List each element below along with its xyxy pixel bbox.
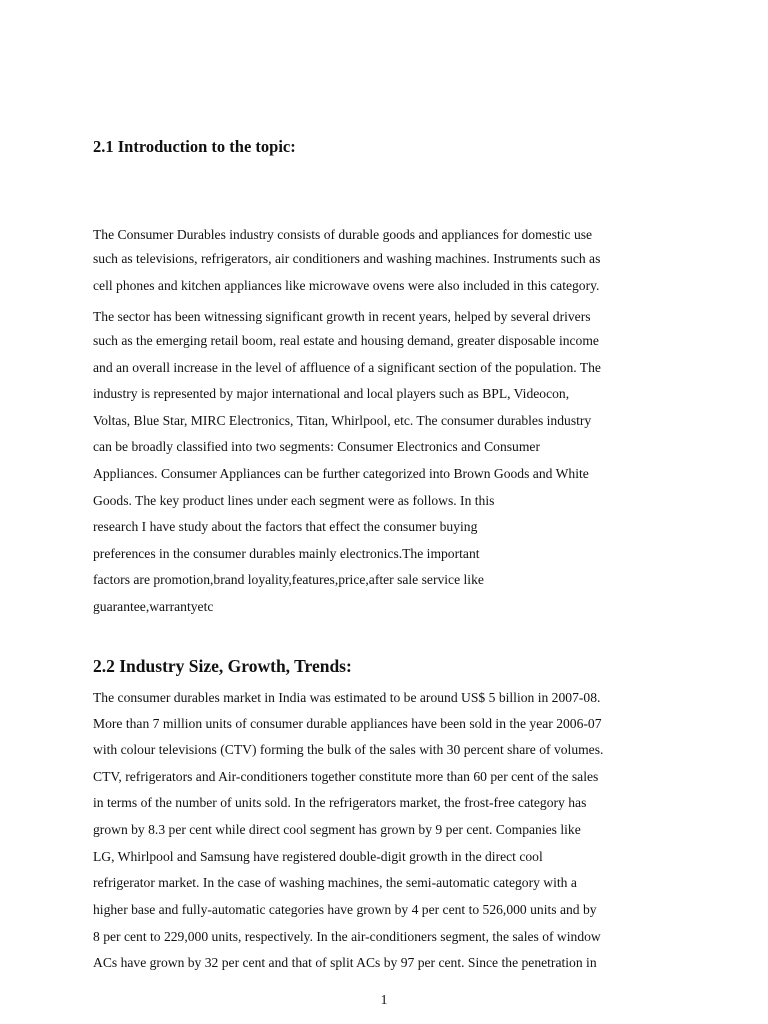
section-heading-introduction: 2.1 Introduction to the topic:: [93, 137, 296, 156]
paragraph-line: The consumer durables market in India was estimated to be around US$ 5 billion in 2007-08.: [93, 690, 601, 705]
paragraph-line: and an overall increase in the level of affluence of a significant section of the population. The: [93, 360, 601, 375]
paragraph-line: 8 per cent to 229,000 units, respectively. In the air-conditioners segment, the sales of window: [93, 929, 601, 944]
paragraph-line: industry is represented by major international and local players such as BPL, Videocon,: [93, 386, 570, 401]
paragraph-line: grown by 8.3 per cent while direct cool segment has grown by 9 per cent. Companies like: [93, 822, 581, 837]
paragraph-line: The Consumer Durables industry consists of durable goods and appliances for domestic use: [93, 227, 593, 242]
paragraph-line: The sector has been witnessing significant growth in recent years, helped by several drivers: [93, 309, 591, 324]
paragraph-line: CTV, refrigerators and Air-conditioners together constitute more than 60 per cent of the sales: [93, 769, 599, 784]
paragraph-line: guarantee,warrantyetc: [93, 599, 214, 614]
paragraph-line: such as televisions, refrigerators, air conditioners and washing machines. Instruments such as: [93, 251, 601, 266]
paragraph-line: cell phones and kitchen appliances like microwave ovens were also included in this category.: [93, 278, 600, 293]
paragraph-line: higher base and fully-automatic categories have grown by 4 per cent to 526,000 units and by: [93, 902, 597, 917]
paragraph-line: in terms of the number of units sold. In the refrigerators market, the frost-free category has: [93, 795, 587, 810]
paragraph-line: with colour televisions (CTV) forming the bulk of the sales with 30 percent share of volumes.: [93, 742, 604, 757]
paragraph-line: preferences in the consumer durables mainly electronics.The important: [93, 546, 480, 561]
paragraph-line: Voltas, Blue Star, MIRC Electronics, Titan, Whirlpool, etc. The consumer durables industry: [93, 413, 592, 428]
paragraph-line: refrigerator market. In the case of washing machines, the semi-automatic category with a: [93, 875, 577, 890]
paragraph-line: More than 7 million units of consumer durable appliances have been sold in the year 2006-07: [93, 716, 602, 731]
paragraph-line: Appliances. Consumer Appliances can be further categorized into Brown Goods and White: [93, 466, 589, 481]
paragraph-line: ACs have grown by 32 per cent and that of split ACs by 97 per cent. Since the penetration in: [93, 955, 597, 970]
paragraph-line: Goods. The key product lines under each segment were as follows. In this: [93, 493, 495, 508]
paragraph-line: research I have study about the factors that effect the consumer buying: [93, 519, 478, 534]
paragraph-line: LG, Whirlpool and Samsung have registered double-digit growth in the direct cool: [93, 849, 543, 864]
paragraph-line: factors are promotion,brand loyality,features,price,after sale service like: [93, 572, 484, 587]
section-heading-industry-size: 2.2 Industry Size, Growth, Trends:: [93, 656, 352, 676]
page-number: 1: [380, 992, 388, 1007]
paragraph-line: such as the emerging retail boom, real estate and housing demand, greater disposable income: [93, 333, 599, 348]
paragraph-line: can be broadly classified into two segments: Consumer Electronics and Consumer: [93, 439, 540, 454]
